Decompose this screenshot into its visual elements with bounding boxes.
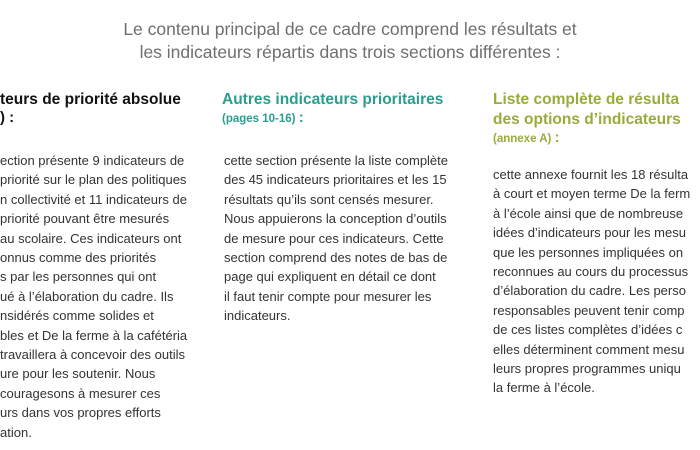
section-body	[493, 165, 690, 398]
body-line: elles déterminent comment mesu	[493, 341, 685, 357]
body-line: section comprend des notes de bas de	[224, 250, 448, 266]
body-line: reconnues au cours du processus	[493, 264, 689, 280]
body-line: responsables peuvent tenir comp	[493, 302, 685, 318]
body-line: Nous appuierons la conception d’outils	[224, 211, 447, 227]
section-body	[224, 151, 448, 326]
body-line: ection présente 9 indicateurs de	[0, 153, 185, 168]
body-line: à l’école ainsi que de nombreuse	[493, 205, 684, 221]
section-pages-colon: :	[298, 109, 304, 126]
section-title-line: Liste complète de résulta	[493, 91, 680, 108]
section-title: Autres indicateurs prioritaires	[222, 91, 444, 108]
body-line: ure pour les soutenir. Nous	[0, 366, 156, 382]
section-pages-text: (pages 10-16)	[222, 113, 296, 125]
section-body	[0, 151, 187, 442]
body-line: que les personnes impliquées on	[493, 244, 684, 260]
body-line: il faut tenir compte pour mesurer les	[224, 288, 432, 304]
section-title-line: des options d’indicateurs	[493, 111, 681, 128]
section-pages	[222, 110, 472, 127]
body-line: couragesons à mesurer ces	[0, 385, 161, 401]
body-line: urs dans vos propres efforts	[0, 405, 161, 421]
body-line: onnus comme des priorités	[0, 250, 157, 266]
section-pages-text: ) :	[0, 109, 15, 126]
body-line: s par les personnes qui ont	[0, 269, 157, 285]
body-line: à court et moyen terme De la ferm	[493, 186, 691, 202]
section-absolute-priority	[0, 90, 205, 440]
body-line: indicateurs.	[224, 308, 291, 324]
section-pages	[493, 130, 700, 147]
section-pages-colon: :	[554, 129, 560, 146]
section-complete-list	[493, 90, 700, 396]
section-other-priority	[222, 90, 472, 324]
section-title-line: teurs de priorité absolue	[0, 91, 181, 108]
section-title	[0, 90, 205, 110]
body-line: ation.	[0, 424, 32, 440]
section-pages-text: (annexe A)	[493, 133, 552, 145]
body-line: priorité pouvant être mesurés	[0, 211, 170, 227]
body-line: n collectivité et 11 indicateurs de	[0, 191, 187, 207]
body-line: leurs propres programmes uniqu	[493, 361, 681, 377]
body-line: nsidérés comme solides et	[0, 308, 154, 324]
body-line: cette annexe fournit les 18 résulta	[493, 167, 689, 182]
body-line: bles et De la ferme à la cafétéria	[0, 327, 188, 343]
body-line: de mesure pour ces indicateurs. Cette	[224, 230, 444, 246]
body-line: de ces listes complètes d’idées c	[493, 322, 683, 338]
body-line: travaillera à concevoir des outils	[0, 347, 185, 363]
section-title	[493, 90, 700, 130]
body-line: la ferme à l’école.	[493, 380, 595, 396]
intro-text	[0, 18, 700, 64]
body-line: d’élaboration du cadre. Les perso	[493, 283, 686, 299]
body-line: idées d’indicateurs pour les mesu	[493, 225, 686, 241]
body-line: cette section présente la liste complète	[224, 153, 449, 168]
body-line: page qui expliquent en détail ce dont	[224, 269, 436, 285]
section-pages	[0, 110, 205, 127]
body-line: ué à l’élaboration du cadre. Ils	[0, 288, 174, 304]
intro-line-2: les indicateurs répartis dans trois sections différentes :	[139, 42, 561, 62]
intro-line-1: Le contenu principal de ce cadre comprend les résultats et	[123, 19, 577, 39]
body-line: priorité sur le plan des politiques	[0, 172, 187, 188]
body-line: résultats qu’ils sont censés mesurer.	[224, 191, 434, 207]
body-line: au scolaire. Ces indicateurs ont	[0, 230, 182, 246]
body-line: des 45 indicateurs prioritaires et les 15	[224, 172, 447, 188]
